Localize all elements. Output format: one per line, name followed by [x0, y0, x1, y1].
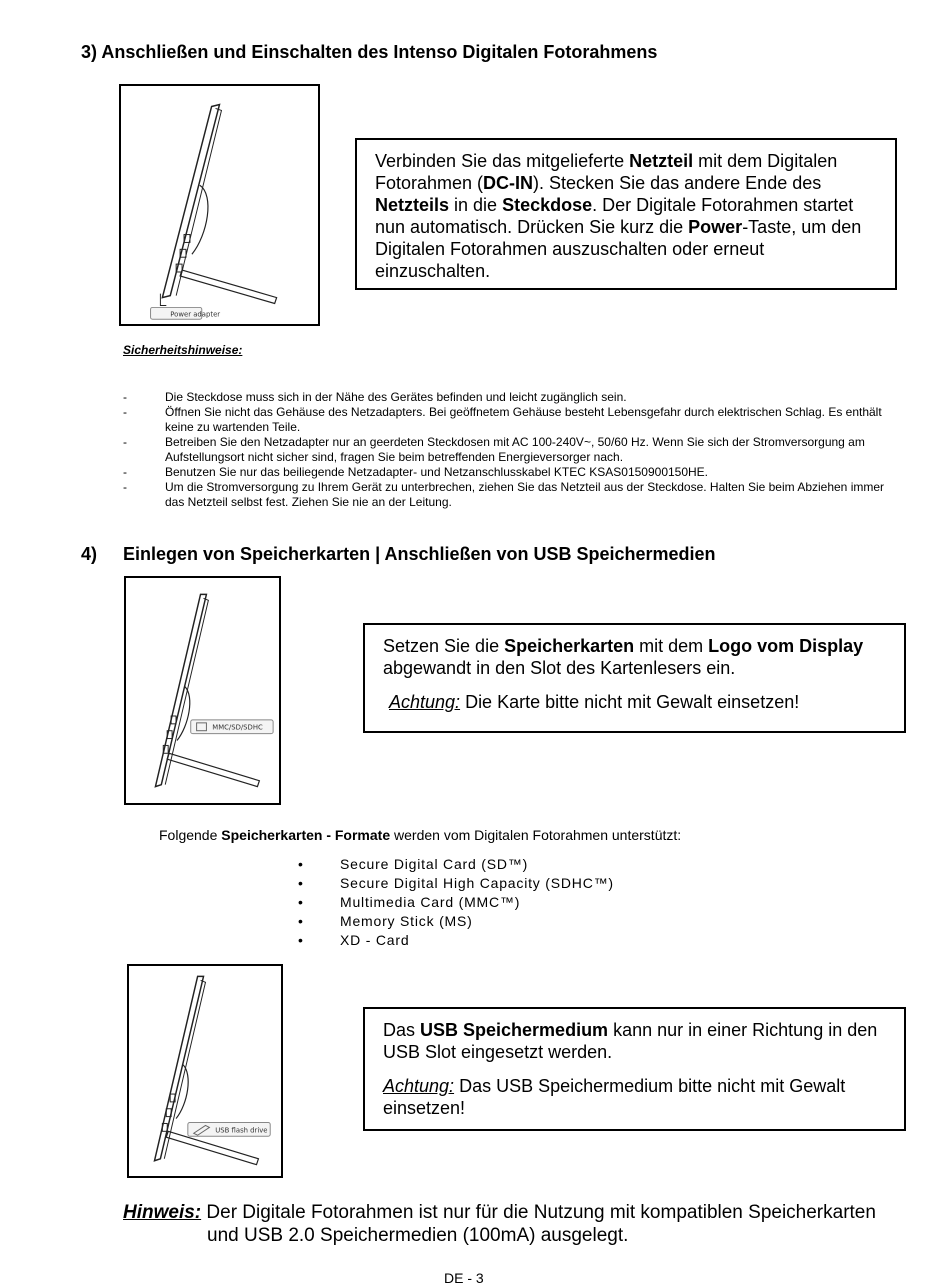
hinweis-text-line1: Der Digitale Fotorahmen ist nur für die Nutzung mit kompatiblen Speicherkarten: [206, 1202, 876, 1223]
formats-list: • Secure Digital Card (SD™) • Secure Digital High Capacity (SDHC™) • Multimedia Card (MMC™) • Memory Stick (MS) • XD - Card: [298, 856, 614, 948]
usb-instruction-box: Das USB Speichermedium kann nur in einer Richtung in den USB Slot eingesetzt werden. Achtung: Das USB Speichermedium bitte nicht mit Gewalt einsetzen!: [363, 1007, 906, 1131]
card-slot-label: MMC/SD/SDHC: [212, 723, 263, 732]
hinweis-label: Hinweis:: [123, 1202, 202, 1223]
section-4-heading: Einlegen von Speicherkarten | Anschließen von USB Speichermedien: [123, 544, 716, 564]
frame-power-adapter-illustration: [119, 84, 320, 326]
safety-title: Sicherheitshinweise:: [123, 343, 243, 357]
safety-list: - Die Steckdose muss sich in der Nähe des Gerätes befinden und leicht zugänglich sein. - Öffnen Sie nicht das Gehäuse des Netzadapters. Bei geöffnetem Gehäuse besteht Lebensgefahr durch elektrischen Schlag. Es enthält keine zu wartenden Teile. - Betreiben Sie den Netzadapter nur an geerdeten Steckdosen mit AC 100-240V~, 50/60 Hz. Wenn Sie sich der Stromversorgung am Aufstellungsort nicht sicher sind, fragen Sie beim betreffenden Energieversorger nach. - Benutzen Sie nur das beiliegende Netzadapter- und Netzanschlusskabel KTEC KSAS0150900150HE. - Um die Stromversorgung zu Ihrem Gerät zu unterbrechen, ziehen Sie das Netzteil aus der Steckdose. Halten Sie beim Abziehen immer das Netzteil selbst fest. Ziehen Sie nie an der Leitung.: [123, 390, 885, 509]
section-3-heading: 3) Anschließen und Einschalten des Intenso Digitalen Fotorahmens: [81, 42, 658, 62]
photo-frame-side-icon: [129, 966, 281, 1176]
usb-slot-label: USB flash drive: [215, 1126, 268, 1135]
photo-frame-side-icon: [121, 86, 318, 324]
card-instruction-box: Setzen Sie die Speicherkarten mit dem Logo vom Display abgewandt in den Slot des Kartenlesers ein. Achtung: Die Karte bitte nicht mit Gewalt einsetzen!: [363, 623, 906, 733]
hinweis-text-line2: und USB 2.0 Speichermedien (100mA) ausgelegt.: [207, 1225, 629, 1246]
section-4-number: 4): [81, 544, 98, 564]
photo-frame-side-icon: [126, 578, 279, 803]
hinweis-note: [123, 1202, 923, 1224]
page-number: DE - 3: [444, 1270, 484, 1286]
formats-intro: Folgende Speicherkarten - Formate werden vom Digitalen Fotorahmen unterstützt:: [159, 827, 682, 843]
frame-card-slot-illustration: [124, 576, 281, 805]
section-3-instruction-box: Verbinden Sie das mitgelieferte Netzteil mit dem Digitalen Fotorahmen (DC-IN). Stecken Sie das andere Ende des Netzteils in die Steckdose. Der Digitale Fotorahmen startet nun automatisch. Drücken Sie kurz die Power-Taste, um den Digitalen Fotorahmen auszuschalten oder erneut einzuschalten.: [355, 138, 897, 290]
usb-warning-label: Achtung:: [383, 1076, 455, 1096]
card-warning-label: Achtung:: [389, 692, 461, 712]
frame-usb-slot-illustration: [127, 964, 283, 1178]
power-adapter-label: Power adapter: [170, 310, 221, 319]
